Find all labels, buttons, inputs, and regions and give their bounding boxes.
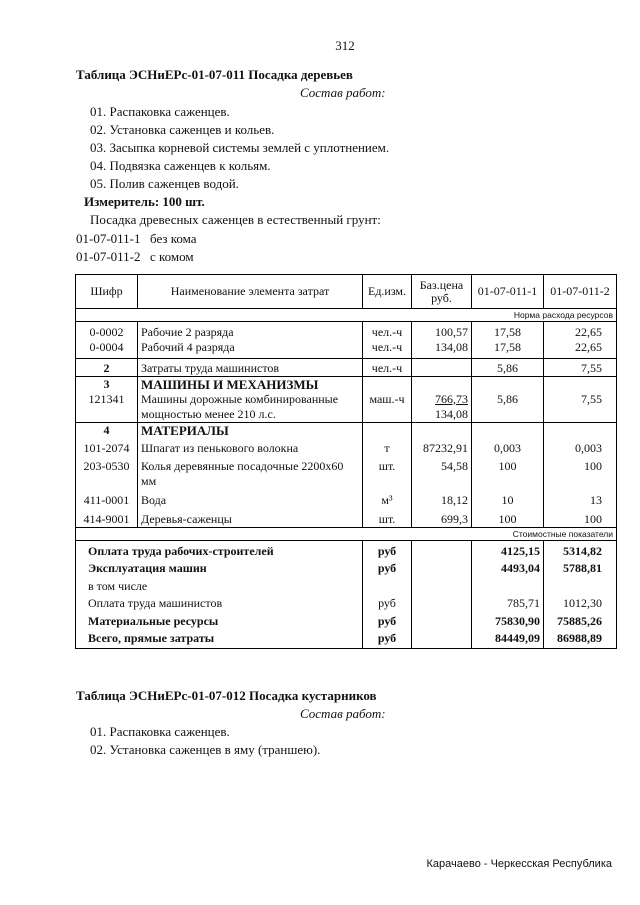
cell-name-line: Машины дорожные комбинированные — [141, 391, 339, 406]
cell-code: 411-0001 — [76, 489, 138, 509]
cell-name: Шпагат из пенькового волокна — [138, 438, 363, 456]
cell-value-1: 0,003 — [472, 438, 544, 456]
variant-description: без кома — [150, 231, 197, 246]
cell-code: 121341 — [76, 392, 138, 423]
cell-value-2: 100 — [544, 509, 617, 528]
cell-name: Рабочий 4 разряда — [138, 340, 363, 358]
norm-label: Норма расхода ресурсов — [76, 309, 617, 322]
table-row — [76, 456, 617, 489]
table-row — [76, 340, 617, 358]
cell-name — [138, 392, 363, 423]
cost-unit — [363, 577, 412, 594]
cost-row — [76, 559, 617, 577]
cell-code: 101-2074 — [76, 438, 138, 456]
cell-name-line: мощностью менее 210 л.с. — [141, 406, 276, 421]
cell-value-2: 7,55 — [544, 392, 617, 423]
cost-label: Стоимостные показатели — [76, 528, 617, 541]
header-unit: Ед.изм. — [363, 275, 412, 309]
cell-value-1: 5,86 — [472, 392, 544, 423]
table-row — [76, 489, 617, 509]
page-number: 312 — [335, 38, 355, 53]
cost-value-2: 1012,30 — [544, 594, 617, 612]
cost-value-1: 4493,04 — [472, 559, 544, 577]
cost-name: Эксплуатация машин — [76, 559, 363, 577]
cell-unit: шт. — [363, 456, 412, 489]
cell-value-1: 17,58 — [472, 340, 544, 358]
cell-name: Деревья-саженцы — [138, 509, 363, 528]
cost-value-2: 5788,81 — [544, 559, 617, 577]
cost-row — [76, 577, 617, 594]
cell-price: 134,08 — [412, 340, 472, 358]
work-composition-label: Состав работ: — [300, 85, 386, 100]
cell-price — [412, 358, 472, 376]
header-col-1: 01-07-011-1 — [472, 275, 544, 309]
cost-name: в том числе — [76, 577, 363, 594]
operation-item: 03. Засыпка корневой системы землей с уплотнением. — [90, 140, 390, 155]
cost-name: Всего, прямые затраты — [76, 630, 363, 648]
operation-item: 04. Подвязка саженцев к кольям. — [90, 158, 271, 173]
cost-value-1: 75830,90 — [472, 612, 544, 630]
cell-value-2: 22,65 — [544, 322, 617, 341]
cell-price: 18,12 — [412, 489, 472, 509]
operation-item: 01. Распаковка саженцев. — [90, 104, 230, 119]
cell-value-2: 22,65 — [544, 340, 617, 358]
cell-unit: маш.-ч — [363, 392, 412, 423]
cost-value-1: 4125,15 — [472, 541, 544, 560]
cell-code: 203-0530 — [76, 456, 138, 489]
header-code: Шифр — [76, 275, 138, 309]
cell-unit: м³ — [363, 489, 412, 509]
cost-unit: руб — [363, 594, 412, 612]
variant-code: 01-07-011-2 — [76, 249, 141, 264]
cell-price: 699,3 — [412, 509, 472, 528]
header-col-2: 01-07-011-2 — [544, 275, 617, 309]
operation-item: 01. Распаковка саженцев. — [90, 724, 230, 739]
cell-name-line: мм — [141, 473, 157, 488]
section-row — [76, 376, 617, 392]
cell-unit: чел.-ч — [363, 340, 412, 358]
cost-value-2 — [544, 577, 617, 594]
section-number: 3 — [76, 376, 138, 392]
work-composition-label: Состав работ: — [300, 706, 386, 721]
cell-unit: т — [363, 438, 412, 456]
section-row — [76, 422, 617, 438]
table-header-row — [76, 275, 617, 309]
cell-value-1: 5,86 — [472, 358, 544, 376]
operation-item: 02. Установка саженцев в яму (траншею). — [90, 742, 321, 757]
cell-name — [138, 456, 363, 489]
section-title: МАТЕРИАЛЫ — [138, 422, 363, 438]
cell-value-1: 10 — [472, 489, 544, 509]
cost-unit: руб — [363, 630, 412, 648]
operation-item: 02. Установка саженцев и кольев. — [90, 122, 275, 137]
table-row — [76, 392, 617, 423]
table-row — [76, 509, 617, 528]
cell-value-2: 0,003 — [544, 438, 617, 456]
table-row — [76, 438, 617, 456]
table-title: Таблица ЭСНиЕРс-01-07-011 Посадка деревьев — [76, 67, 353, 82]
cost-row — [76, 541, 617, 560]
cell-code: 414-9001 — [76, 509, 138, 528]
cost-separator-row — [76, 528, 617, 541]
table-title: Таблица ЭСНиЕРс-01-07-012 Посадка кустарников — [76, 688, 377, 703]
variant-description: с комом — [150, 249, 194, 264]
page-footer: Карачаево - Черкесская Республика — [426, 858, 612, 870]
cell-price: 87232,91 — [412, 438, 472, 456]
operation-item: 05. Полив саженцев водой. — [90, 176, 239, 191]
cost-unit: руб — [363, 541, 412, 560]
cell-price — [412, 392, 472, 423]
section-title: МАШИНЫ И МЕХАНИЗМЫ — [138, 376, 363, 392]
cell-value-1: 100 — [472, 509, 544, 528]
cost-value-1: 84449,09 — [472, 630, 544, 648]
cost-unit: руб — [363, 559, 412, 577]
cell-price-line: 766,73 — [435, 391, 468, 406]
table-row — [76, 322, 617, 341]
cell-value-2: 7,55 — [544, 358, 617, 376]
cell-name: Вода — [138, 489, 363, 509]
cost-value-1: 785,71 — [472, 594, 544, 612]
cost-unit: руб — [363, 612, 412, 630]
cell-name: Затраты труда машинистов — [138, 358, 363, 376]
cell-unit: чел.-ч — [363, 322, 412, 341]
cost-value-2: 5314,82 — [544, 541, 617, 560]
cell-code: 2 — [76, 358, 138, 376]
header-name: Наименование элемента затрат — [138, 275, 363, 309]
cell-unit: чел.-ч — [363, 358, 412, 376]
planting-intro: Посадка древесных саженцев в естественный грунт: — [90, 212, 381, 227]
resource-table — [75, 274, 617, 649]
cost-name: Оплата труда рабочих-строителей — [76, 541, 363, 560]
norm-separator-row — [76, 309, 617, 322]
cell-value-2: 100 — [544, 456, 617, 489]
cell-value-2: 13 — [544, 489, 617, 509]
cell-price: 100,57 — [412, 322, 472, 341]
cell-value-1: 100 — [472, 456, 544, 489]
variant-code: 01-07-011-1 — [76, 231, 141, 246]
cell-code: 0-0002 — [76, 322, 138, 341]
cost-value-2: 75885,26 — [544, 612, 617, 630]
cost-row — [76, 594, 617, 612]
cost-name: Оплата труда машинистов — [76, 594, 363, 612]
cost-value-2: 86988,89 — [544, 630, 617, 648]
cell-code: 0-0004 — [76, 340, 138, 358]
cost-row — [76, 630, 617, 648]
measurement-unit: Измеритель: 100 шт. — [84, 194, 205, 209]
cost-value-1 — [472, 577, 544, 594]
cell-unit: шт. — [363, 509, 412, 528]
table-row — [76, 358, 617, 376]
cell-name-line: Колья деревянные посадочные 2200х60 — [141, 458, 344, 473]
cost-row — [76, 612, 617, 630]
cell-price: 54,58 — [412, 456, 472, 489]
cell-value-1: 17,58 — [472, 322, 544, 341]
cell-name: Рабочие 2 разряда — [138, 322, 363, 341]
cost-name: Материальные ресурсы — [76, 612, 363, 630]
section-number: 4 — [76, 422, 138, 438]
cell-price-line: 134,08 — [435, 406, 468, 421]
header-price: Баз.цена руб. — [412, 275, 472, 309]
